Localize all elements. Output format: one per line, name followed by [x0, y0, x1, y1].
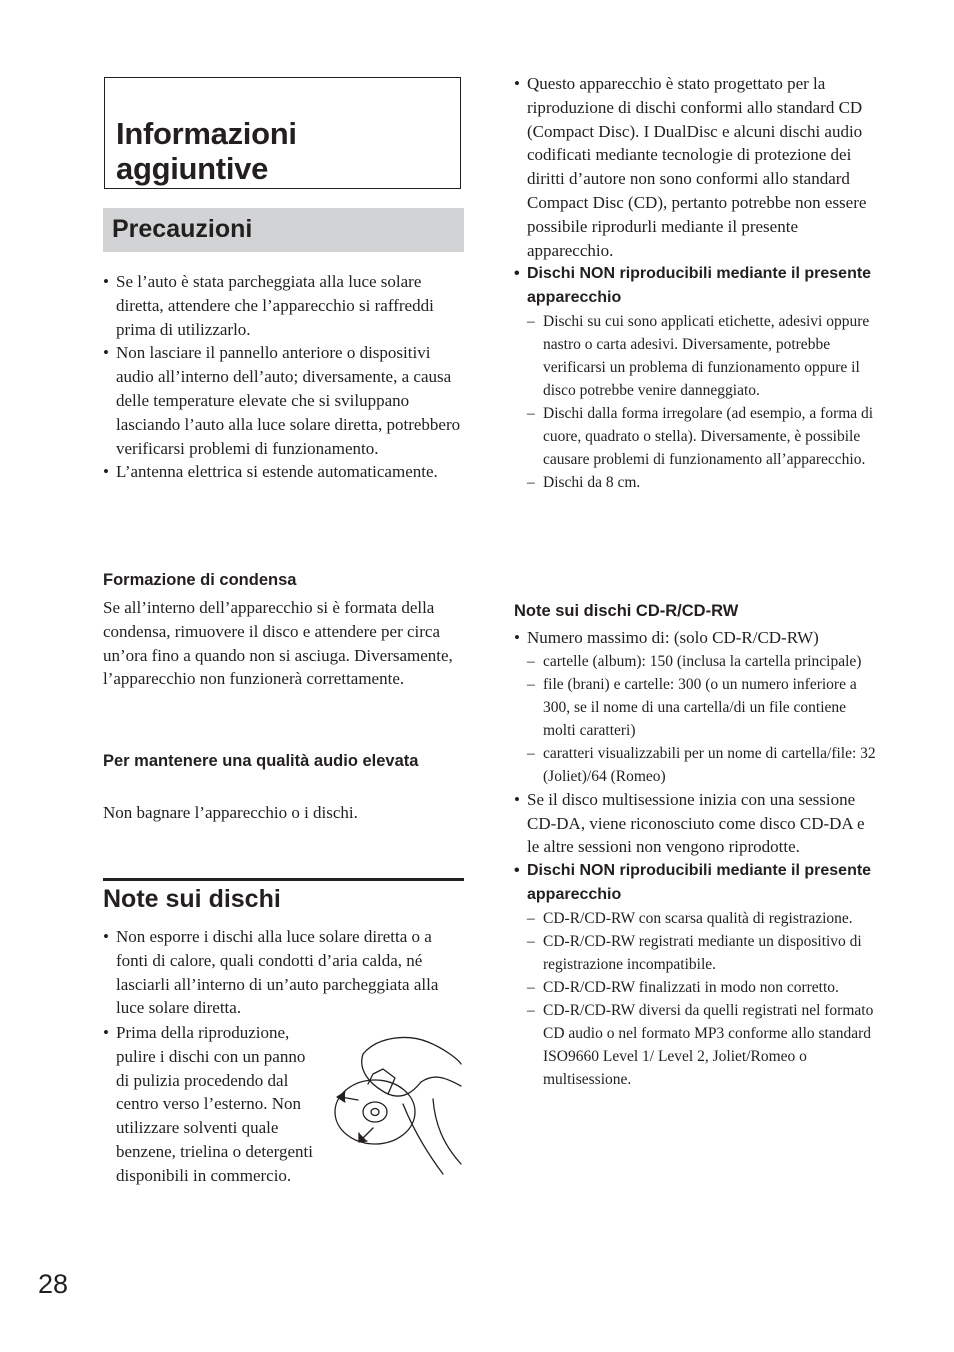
note-dischi-list	[103, 925, 465, 1020]
max-label: Numero massimo di: (solo CD-R/CD-RW)	[527, 628, 819, 647]
max-dash-list	[514, 650, 876, 788]
section-header-precauzioni	[103, 208, 464, 252]
disc-cleaning-illustration	[333, 1034, 463, 1179]
paragraph-condensa: Se all’interno dell’apparecchio si è formata della condensa, rimuovere il disco e attendere per circa un’ora fino a quando non si asciuga. Diversamente, l’apparecchio non funzionerà correttamente.	[103, 598, 453, 689]
list-item-heading	[514, 859, 876, 1091]
list-item: • Se il disco multisessione inizia con una sessione CD-DA, viene riconosciuto come disco CD-DA e le altre sessioni non vengono riprodotte.	[514, 788, 876, 859]
list-item	[514, 626, 876, 788]
list-item: – Dischi dalla forma irregolare (ad esempio, a forma di cuore, quadrato o stella). Diversamente, è possibile causare problemi di funzionamento all’apparecchio.	[527, 402, 876, 471]
list-item: • Questo apparecchio è stato progettato per la riproduzione di dischi conformi allo standard CD (Compact Disc). I DualDisc e alcuni dischi audio codificati mediante tecnologie di protezione dei diritti d’autore non sono conformi allo standard Compact Disc (CD), pertanto potrebbe non essere possibile riprodurli mediante il presente apparecchio.	[514, 72, 876, 262]
list-item: – file (brani) e cartelle: 300 (o un numero inferiore a 300, se il nome di una cartella/di un file contiene molti caratteri)	[527, 673, 876, 742]
list-item: – CD-R/CD-RW con scarsa qualità di registrazione.	[527, 907, 876, 930]
heading-cdr-non-riproducibili: Dischi NON riproducibili mediante il presente apparecchio	[527, 862, 872, 904]
paragraph-qualita: Non bagnare l’apparecchio o i dischi.	[103, 803, 358, 822]
section-rule	[103, 878, 464, 881]
list-item: – cartelle (album): 150 (inclusa la cartella principale)	[527, 650, 876, 673]
heading-non-riproducibili: Dischi NON riproducibili mediante il presente apparecchio	[527, 265, 872, 307]
non-riproducibili-dash-list	[514, 310, 876, 494]
precauzioni-list	[103, 270, 465, 484]
section-title-note-dischi: Note sui dischi	[103, 885, 281, 913]
list-item: – Dischi su cui sono applicati etichette, adesivi oppure nastro o carta adesivi. Diversamente, potrebbe verificarsi un problema di funzionamento oppure il disco potrebbe venire danneggiato.	[527, 310, 876, 402]
list-item: – Dischi da 8 cm.	[527, 471, 876, 494]
list-item: • L’antenna elettrica si estende automaticamente.	[103, 460, 465, 484]
subheading-condensa: Formazione di condensa	[103, 571, 297, 589]
page-number: 28	[38, 1269, 69, 1299]
list-item: • Non lasciare il pannello anteriore o dispositivi audio all’interno dell’auto; diversamente, a causa delle temperature elevate che si sviluppano lasciando l’auto alla luce solare diretta, potrebbero verificarsi problemi di funzionamento.	[103, 341, 465, 460]
cd-standard-list	[514, 72, 876, 494]
list-item-heading	[514, 262, 876, 494]
subheading-qualita: Per mantenere una qualità audio elevata	[103, 752, 419, 770]
chapter-title-box	[104, 77, 461, 189]
subheading-cdr: Note sui dischi CD-R/CD-RW	[514, 602, 739, 620]
cdr-list	[514, 626, 876, 1091]
list-item: • Non esporre i dischi alla luce solare diretta o a fonti di calore, quali condotti d’aria calda, né lasciarli all’interno di un’auto parcheggiata alla luce solare diretta.	[103, 925, 465, 1020]
list-item: – CD-R/CD-RW diversi da quelli registrati nel formato CD audio o nel formato MP3 conforme allo standard ISO9660 Level 1/ Level 2, Joliet/Romeo o multisessione.	[527, 999, 876, 1091]
list-item: – caratteri visualizzabili per un nome di cartella/file: 32 (Joliet)/64 (Romeo)	[527, 742, 876, 788]
list-item: – CD-R/CD-RW registrati mediante un dispositivo di registrazione incompatibile.	[527, 930, 876, 976]
list-item: – CD-R/CD-RW finalizzati in modo non corretto.	[527, 976, 876, 999]
list-item: • Prima della riproduzione, pulire i dischi con un panno di pulizia procedendo dal centro verso l’esterno. Non utilizzare solventi quale benzene, trielina o detergenti disponibili in commercio.	[103, 1021, 316, 1188]
chapter-title: Informazioni aggiuntive	[116, 116, 297, 186]
list-item: • Se l’auto è stata parcheggiata alla luce solare diretta, attendere che l’apparecchio si raffreddi prima di utilizzarlo.	[103, 270, 465, 341]
section-title-precauzioni: Precauzioni	[112, 215, 253, 243]
cdr-non-riproducibili-dash-list	[514, 907, 876, 1091]
